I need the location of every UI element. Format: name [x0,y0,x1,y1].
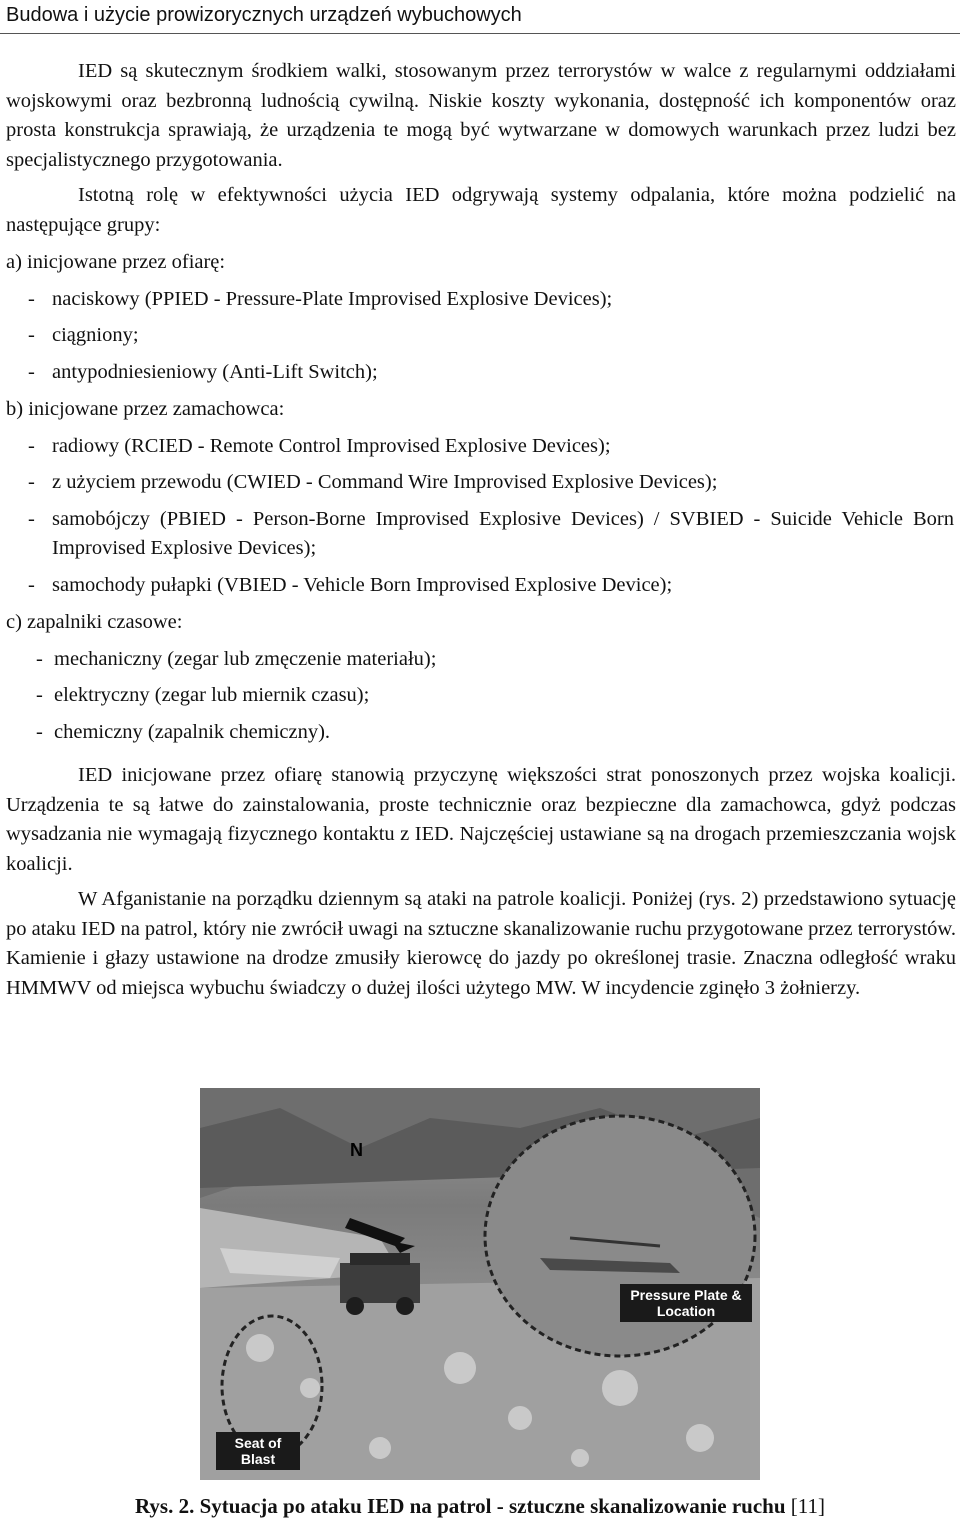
header-title: Budowa i użycie prowizorycznych urządzeń wybuchowych [6,4,522,26]
list-item: - antypodniesieniowy (Anti-Lift Switch); [6,358,956,388]
figure-caption [0,1494,960,1519]
dash-bullet: - [28,471,35,493]
seat-of-blast-label: Seat of Blast [216,1432,300,1470]
caption-reference: [11] [790,1494,825,1518]
group-a [6,248,956,387]
pressure-plate-label: Pressure Plate & Location [620,1284,752,1322]
dash-bullet: - [36,720,43,743]
group-c-heading: c) zapalniki czasowe: [6,611,183,633]
list-item: - naciskowy (PPIED - Pressure-Plate Improvised Explosive Devices); [6,285,956,315]
north-arrow-label: N [350,1140,363,1160]
list-item: - radiowy (RCIED - Remote Control Improvised Explosive Devices); [6,432,956,462]
list-item: - elektryczny (zegar lub miernik czasu); [6,681,956,711]
page-header [0,0,960,34]
group-a-heading: a) inicjowane przez ofiarę: [6,251,226,273]
figure-photo [200,1088,760,1480]
list-item: - ciągniony; [6,321,956,351]
paragraph-systems: Istotną rolę w efektywności użycia IED odgrywają systemy odpalania, które można podzielić na następujące grupy: [6,184,956,236]
dash-bullet: - [28,507,35,530]
dash-bullet: - [28,360,35,383]
group-b-heading: b) inicjowane przez zamachowca: [6,398,285,420]
dash-bullet: - [28,573,35,596]
list-item: - chemiczny (zapalnik chemiczny). [6,718,956,748]
group-c [6,608,956,747]
dash-bullet: - [28,287,35,310]
caption-text: Rys. 2. Sytuacja po ataku IED na patrol - sztuczne skanalizowanie ruchu [135,1494,786,1518]
document-body [6,57,956,1003]
group-b [6,395,956,600]
list-item: - z użyciem przewodu (CWIED - Command Wire Improvised Explosive Devices); [6,468,956,498]
dash-bullet: - [36,647,43,670]
paragraph-afghanistan: W Afganistanie na porządku dziennym są ataki na patrole koalicji. Poniżej (rys. 2) przedstawiono sytuację po ataku IED na patrol, który nie zwrócił uwagi na sztuczne skanalizowanie ruchu przygotowane przez terrorystów. Kamienie i głazy ustawione na drodze zmusiły kierowcę do jazdy po określonej trasie. Znaczna odległość wraku HMMWV od miejsca wybuchu świadczy o dużej ilości użytego MW. W incydencie zginęło 3 żołnierzy. [6,888,956,999]
paragraph-intro: IED są skutecznym środkiem walki, stosowanym przez terrorystów w walce z regularnymi oddziałami wojskowymi oraz bezbronną ludnością cywilną. Niskie koszty wykonania, dostępność ich komponentów oraz prosta konstrukcja sprawiają, że urządzenia te mogą być wytwarzane w domowych warunkach przez ludzi bez specjalistycznego przygotowania. [6,60,956,171]
list-item: - samochody pułapki (VBIED - Vehicle Born Improvised Explosive Device); [6,571,956,601]
list-item: - samobójczy (PBIED - Person-Borne Improvised Explosive Devices) / SVBIED - Suicide Vehicle Born Improvised Explosive Devices); [6,505,956,564]
paragraph-victim-initiated: IED inicjowane przez ofiarę stanowią przyczynę większości strat ponoszonych przez wojska koalicji. Urządzenia te są łatwe do zainstalowania, proste technicznie oraz bezpieczne dla zamachowca, gdyż podczas wysadzania nie wymagają fizycznego kontaktu z IED. Najczęściej ustawiane są na drogach przemieszczania wojsk koalicji. [6,764,956,875]
list-item: - mechaniczny (zegar lub zmęczenie materiału); [6,645,956,675]
dash-bullet: - [28,324,35,346]
dash-bullet: - [36,684,43,706]
dash-bullet: - [28,434,35,457]
